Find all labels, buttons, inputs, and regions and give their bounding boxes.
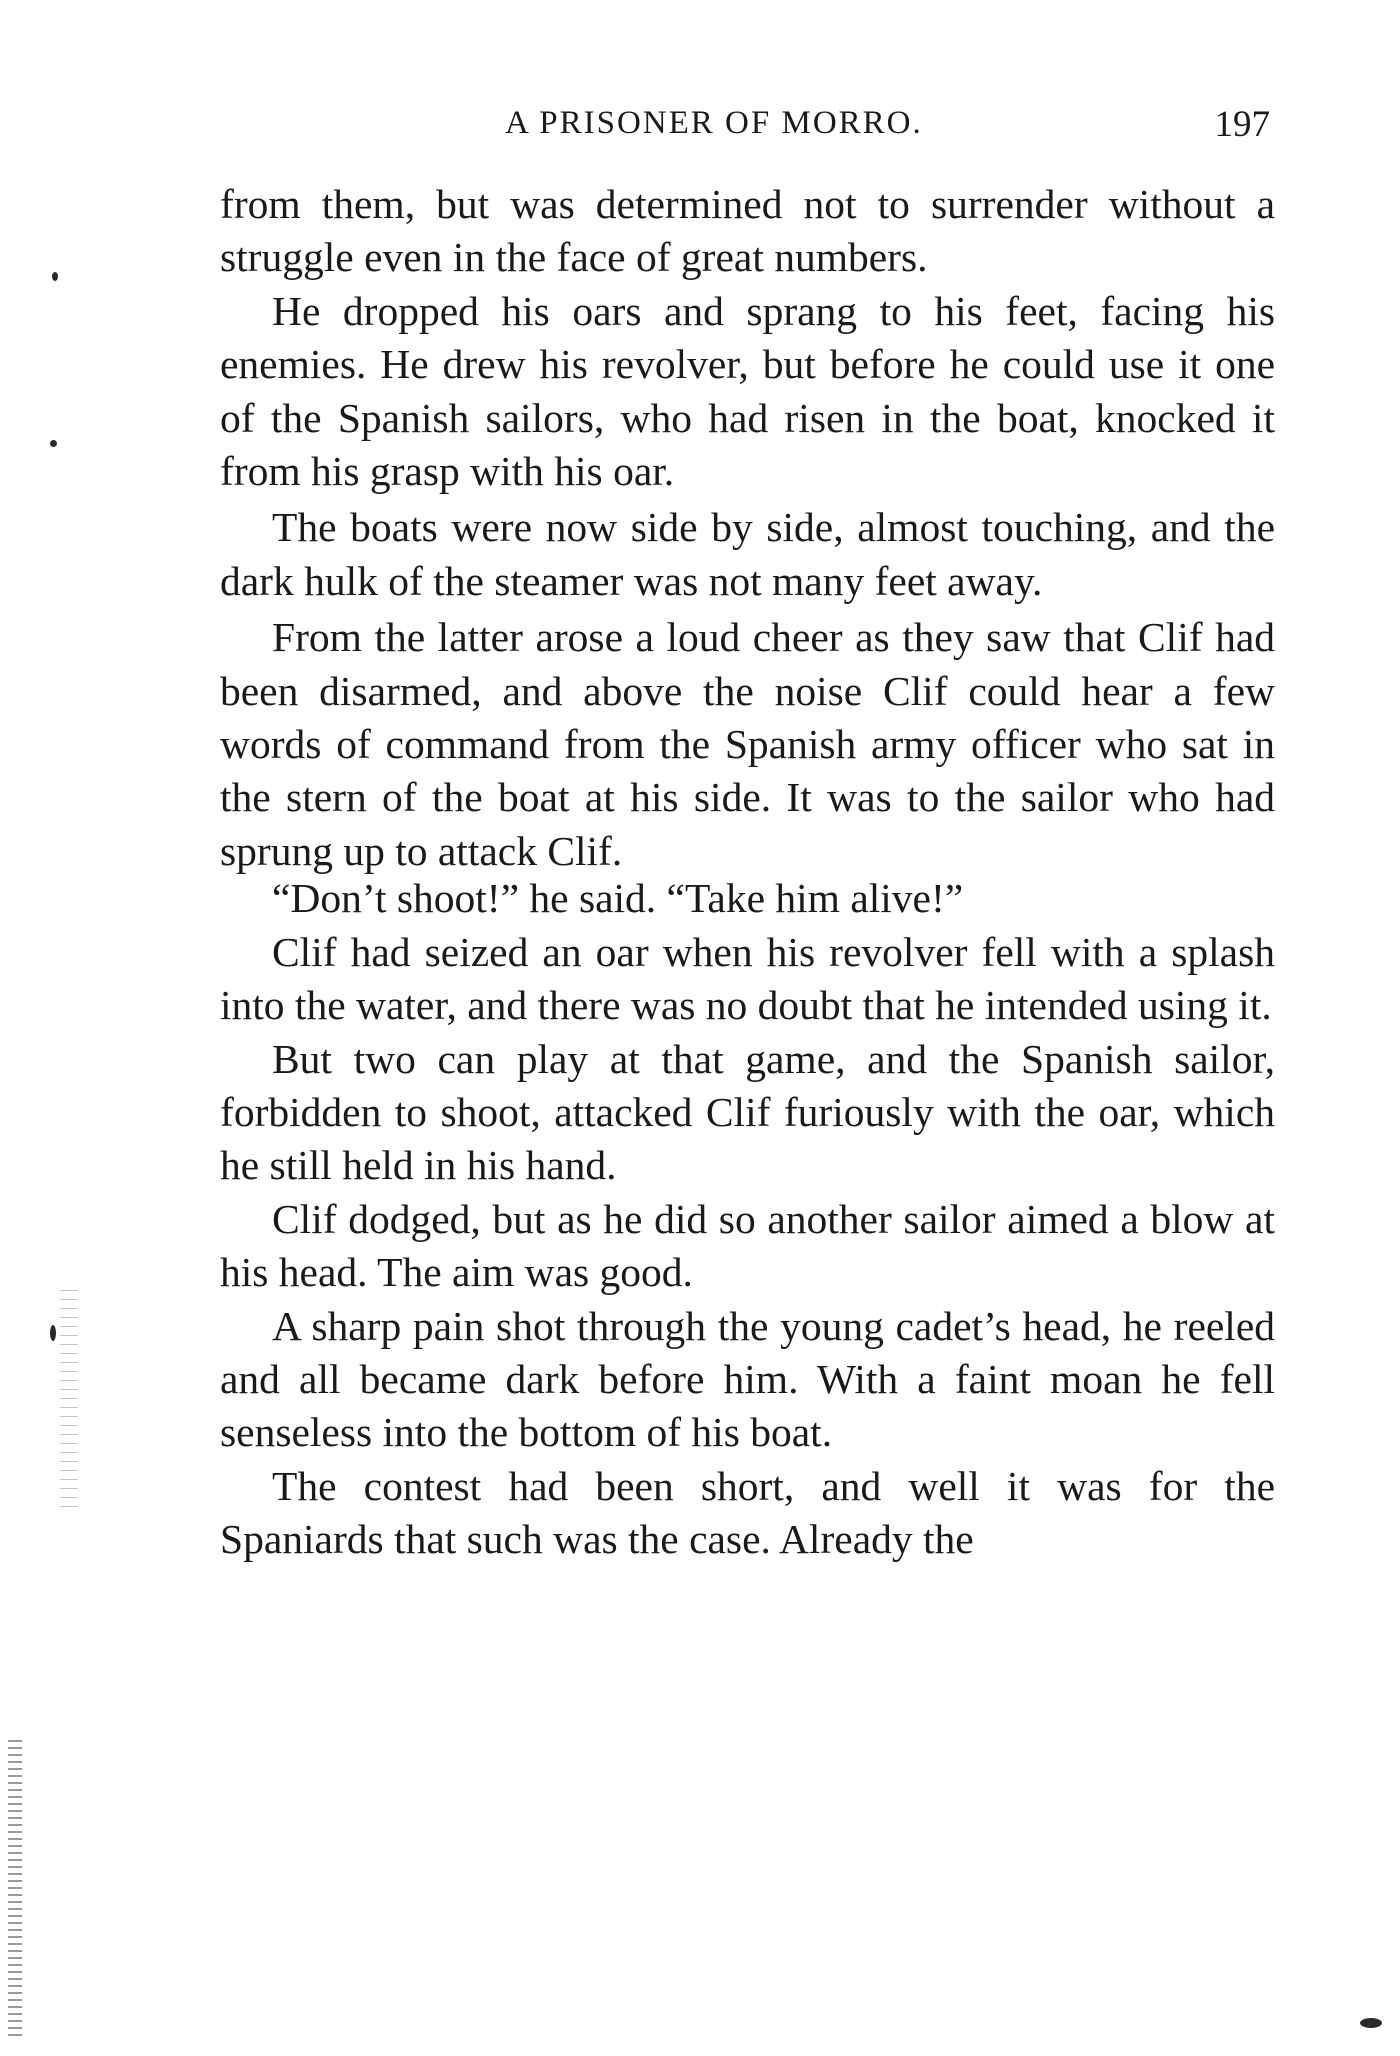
scan-speck bbox=[52, 272, 58, 281]
paragraph: From the latter arose a loud cheer as they saw that Clif had been disarmed, and above the noise Clif could hear a few words of command from the Spanish army officer who sat in the stern of the boat at his side. It was to the sailor who had sprung up to attack Clif. bbox=[220, 614, 1275, 874]
paragraph: The boats were now side by side, almost touching, and the dark hulk of the steamer was not many feet away. bbox=[220, 504, 1275, 604]
scan-speck bbox=[1360, 2018, 1382, 2028]
paragraph: A sharp pain shot through the young cadet’s head, he reeled and all became dark before him. With a faint moan he fell senseless into the bottom of his boat. bbox=[220, 1302, 1275, 1456]
scan-margin-noise bbox=[60, 1290, 78, 1510]
paragraph: Clif had seized an oar when his revolver fell with a splash into the water, and there was no doubt that he intended using it. bbox=[220, 928, 1275, 1029]
scan-speck bbox=[50, 440, 57, 447]
running-title: A PRISONER OF MORRO. bbox=[505, 105, 923, 141]
paragraph: Clif dodged, but as he did so another sailor aimed a blow at his head. The aim was good. bbox=[220, 1195, 1275, 1296]
page-number: 197 bbox=[1214, 104, 1270, 145]
paragraph: from them, but was determined not to surrender without a struggle even in the face of great numbers. bbox=[220, 181, 1275, 281]
paragraph: The contest had been short, and well it was for the Spaniards that such was the case. Already the bbox=[220, 1462, 1275, 1563]
running-head bbox=[220, 105, 1280, 155]
paragraph: But two can play at that game, and the Spanish sailor, forbidden to shoot, attacked Clif furiously with the oar, which he still held in his hand. bbox=[220, 1035, 1275, 1189]
paragraph: He dropped his oars and sprang to his feet, facing his enemies. He drew his revolver, but before he could use it one of the Spanish sailors, who had risen in the boat, knocked it from his grasp with his oar. bbox=[220, 287, 1275, 495]
paragraph: “Don’t shoot!” he said. “Take him alive!” bbox=[272, 875, 964, 922]
scan-speck bbox=[50, 1325, 56, 1341]
scan-edge-noise bbox=[8, 1740, 22, 2040]
body-text bbox=[220, 178, 1275, 1567]
